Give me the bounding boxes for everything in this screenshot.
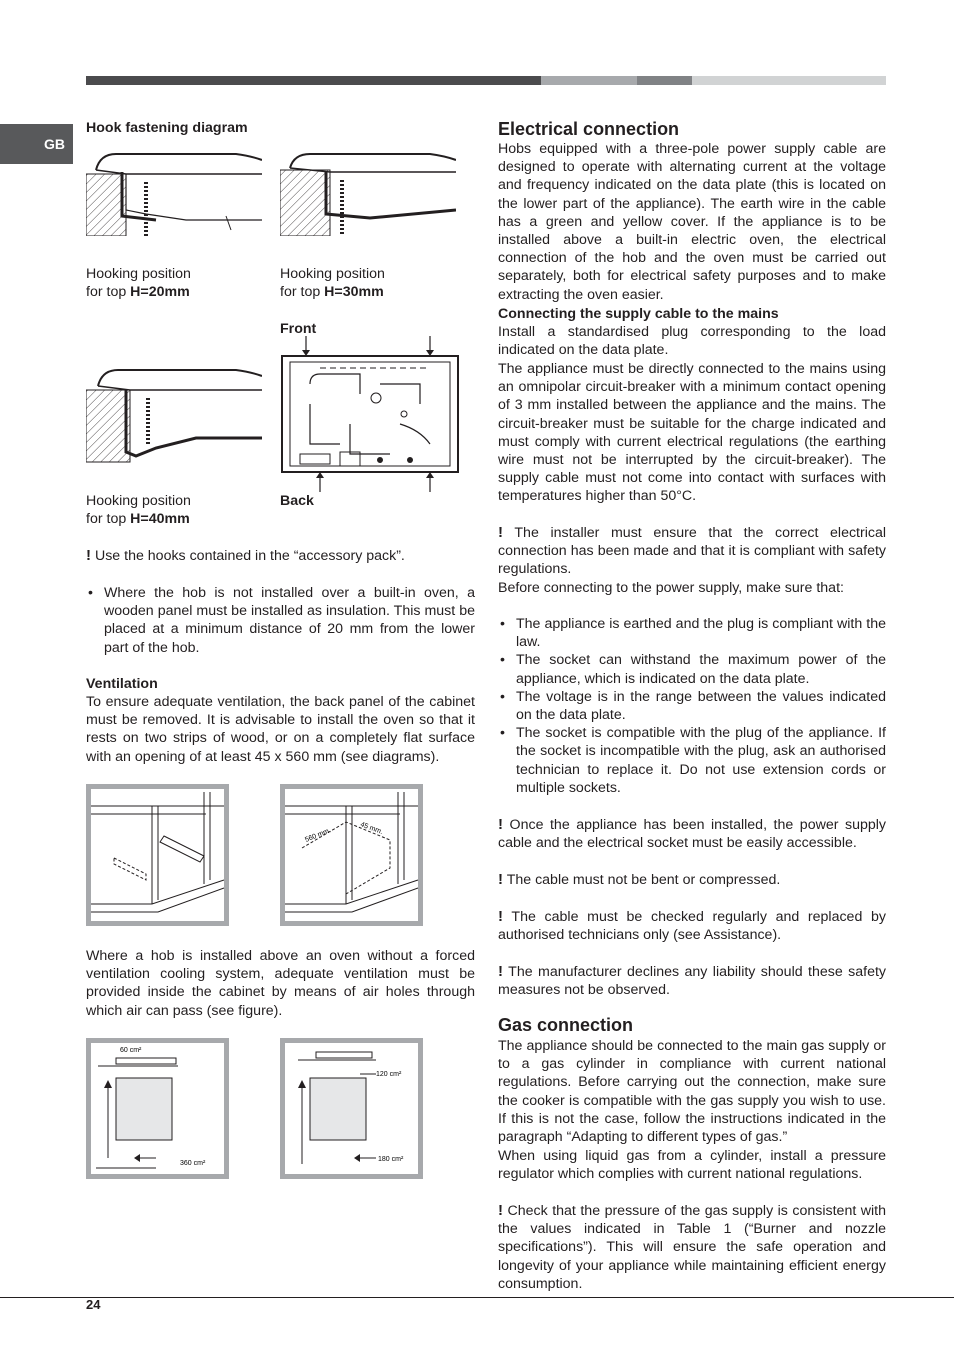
access-note (498, 816, 886, 852)
hook-30mm-caption (280, 265, 385, 301)
list-item: • The appliance is earthed and the plug is compliant with the law. (498, 615, 886, 651)
hob-top-view-diagram (280, 334, 460, 494)
bent-note (498, 871, 886, 889)
list-item: • The socket is compatible with the plug of the appliance. If the socket is incompatible with the plug, ask an authorised technician to replace it. Do not use extension cords or multiple sockets. (498, 724, 886, 797)
check-note-text: The cable must be checked regularly and replaced by authorised technicians only (see Assistance). (498, 909, 886, 944)
hook-20mm-diagram (86, 150, 262, 236)
cabinet-strips-diagram (86, 784, 229, 926)
hook-20mm-caption (86, 265, 191, 301)
liability-note-text: The manufacturer declines any liability should these safety measures not be observed. (498, 964, 887, 999)
top-bar-segment-dark (86, 76, 541, 85)
warning-mark: ! (498, 908, 503, 925)
warning-mark: ! (498, 816, 503, 833)
gas-pressure-note-text: Check that the pressure of the gas supply is consistent with the values indicated in Table 1 (“Burner and nozzle specifications”). This will ensure the safe operation and longevity of your appliance while maintaining efficient energy consumption. (498, 1203, 886, 1292)
warning-mark: ! (498, 963, 503, 980)
caption-prefix: for top (86, 284, 131, 301)
hook-30mm-diagram (280, 150, 456, 236)
page-number: 24 (86, 1297, 101, 1312)
list-item: • Where the hob is not installed over a built-in oven, a wooden panel must be installed as insulation. This must be placed at a minimum distance of 20 mm from the lower part of the hob. (86, 584, 475, 657)
top-bar-segment-light (692, 76, 886, 85)
top-bar-segment-mid (541, 76, 637, 85)
before-connecting-text: Before connecting to the power supply, make sure that: (498, 580, 844, 596)
gas-connection-heading: Gas connection (498, 1015, 634, 1035)
gas-pressure-note (498, 1202, 886, 1293)
air-360-label: 360 cm² (180, 1160, 206, 1167)
hook-40mm-diagram (86, 366, 262, 466)
hooks-note-text: Use the hooks contained in the “accessory pack”. (94, 548, 405, 564)
hooks-note (86, 547, 405, 565)
top-color-bar (86, 76, 886, 85)
cabinet-opening-diagram (280, 784, 423, 926)
footer-rule (0, 1297, 954, 1298)
air-120-label: 120 cm² (376, 1071, 402, 1078)
electrical-connection-heading: Electrical connection (498, 119, 680, 139)
language-tab: GB (0, 124, 73, 164)
gas-text-1: The appliance should be connected to the main gas supply or to a gas cylinder in compliance with current national regulations. Before carrying out the connection, make sure the cooker is compatible with the gas supply you wish to use. If this is not the case, follow the instructions indicated in the paragraph “Adapting to different types of gas.” (498, 1038, 886, 1146)
installer-note-text: The installer must ensure that the correct electrical connection has been made and that it is compliant with safety regulations. (498, 525, 887, 578)
caption-line: Hooking position (86, 266, 191, 282)
air-180-label: 180 cm² (378, 1156, 404, 1163)
supply-text-2: The appliance must be directly connected to the mains using an omnipolar circuit-breaker with a minimum contact opening of 3 mm installed between the appliance and the mains. The circuit-breaker must be suitable for the charge indicated and must comply with current electrical regulations (the earthing wire must not be interrupted by the circuit-breaker). The supply cable must not come into contact with surfaces with temperatures higher than 50°C. (498, 361, 886, 505)
caption-height: H=30mm (324, 284, 384, 301)
front-label: Front (280, 321, 317, 337)
liability-note (498, 963, 886, 999)
ventilation-text: To ensure adequate ventilation, the back panel of the cabinet must be removed. It is advisable to install the oven so that it rests on two strips of wood, or on a completely flat surface with an opening of at least 45 x 560 mm (see diagrams). (86, 694, 475, 765)
caption-height: H=20mm (130, 284, 190, 301)
warning-mark: ! (498, 1202, 503, 1219)
warning-mark: ! (86, 547, 91, 564)
panel-bullet-list (86, 584, 475, 657)
caption-line: Hooking position (280, 266, 385, 282)
caption-prefix: for top (86, 511, 131, 528)
caption-line: Hooking position (86, 493, 191, 509)
list-item: • The socket can withstand the maximum power of the appliance, which is indicated on the data plate. (498, 651, 886, 687)
air-holes-diagram-1 (86, 1038, 229, 1179)
forced-ventilation-text: Where a hob is installed above an oven without a forced ventilation cooling system, adequate ventilation must be provided inside the cabinet by means of air holes through which air can pass (see figure). (86, 948, 475, 1019)
hook-diagram-title: Hook fastening diagram (86, 120, 248, 136)
access-note-text: Once the appliance has been installed, the power supply cable and the electrical socket must be easily accessible. (498, 817, 886, 852)
hook-40mm-caption (86, 492, 191, 528)
caption-height: H=40mm (130, 511, 190, 528)
top-bar-segment-gray (637, 76, 692, 85)
ventilation-title: Ventilation (86, 676, 158, 692)
dimension-45: 45 mm. (359, 821, 384, 836)
check-note (498, 908, 886, 944)
safety-checklist (498, 615, 886, 797)
supply-cable-heading: Connecting the supply cable to the mains (498, 306, 779, 322)
warning-mark: ! (498, 871, 503, 888)
supply-text-1: Install a standardised plug corresponding to the load indicated on the data plate. (498, 324, 886, 359)
installer-note (498, 524, 886, 579)
caption-prefix: for top (280, 284, 325, 301)
air-holes-diagram-2 (280, 1038, 423, 1179)
back-label: Back (280, 493, 314, 509)
list-item: • The voltage is in the range between the values indicated on the data plate. (498, 688, 886, 724)
gas-text-2: When using liquid gas from a cylinder, install a pressure regulator which complies with current national regulations. (498, 1148, 886, 1183)
dimension-560: 560 mm. (304, 827, 333, 844)
warning-mark: ! (498, 524, 503, 541)
bent-note-text: The cable must not be bent or compressed. (506, 872, 781, 888)
air-60-label: 60 cm² (120, 1047, 142, 1054)
electrical-intro-text: Hobs equipped with a three-pole power supply cable are designed to operate with alternating current at the voltage and frequency indicated on the data plate (this is located on the lower part of the appliance). The earth wire in the cable has a green and yellow cover. If the appliance is to be installed above a built-in electric oven, the electrical connection of the hob and the oven must be carried out separately, both for electrical safety purposes and to make extracting the oven easier. (498, 141, 886, 303)
